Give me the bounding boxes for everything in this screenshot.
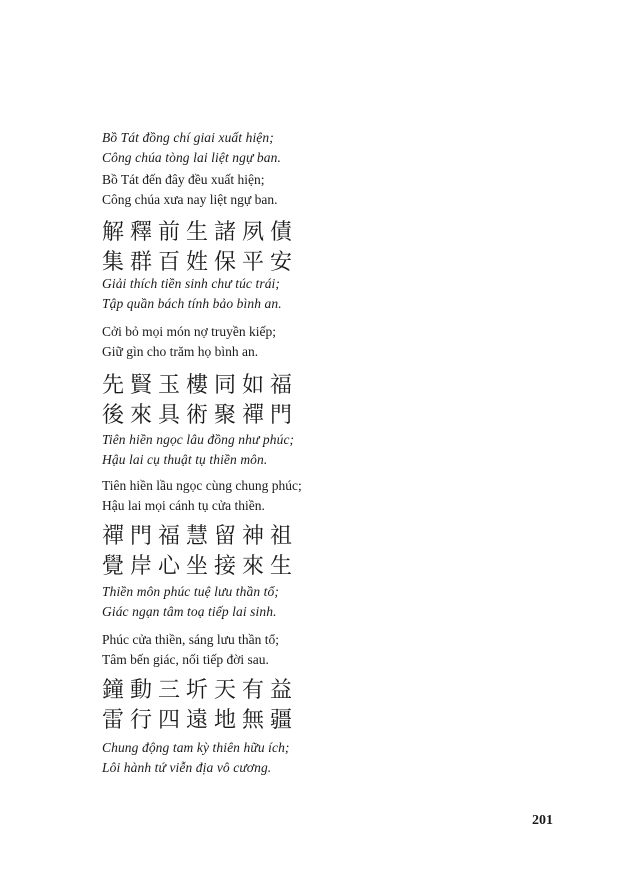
translit-line: Thiền môn phúc tuệ lưu thần tổ;: [102, 584, 279, 599]
translation-line: Giữ gìn cho trăm họ bình an.: [102, 344, 259, 359]
stanza-2-transliteration: [102, 274, 282, 314]
translation-line: Cởi bỏ mọi món nợ truyền kiếp;: [102, 324, 277, 339]
stanza-1-transliteration: [102, 128, 281, 168]
stanza-2-translation: [102, 322, 276, 362]
translit-line: Tiên hiền ngọc lâu đồng như phúc;: [102, 432, 295, 447]
translation-line: Hậu lai mọi cánh tụ cửa thiền.: [102, 498, 265, 513]
translit-line: Công chúa tòng lai liệt ngự ban.: [102, 150, 281, 165]
stanza-4-translation: [102, 630, 279, 670]
stanza-1-translation: [102, 170, 277, 210]
hanzi-line: 解釋前生諸夙債: [102, 220, 299, 245]
translation-line: Bồ Tát đến đây đều xuất hiện;: [102, 172, 265, 187]
translit-line: Bồ Tát đồng chí giai xuất hiện;: [102, 130, 274, 145]
stanza-3-transliteration: [102, 430, 294, 470]
translit-line: Lôi hành tứ viễn địa vô cương.: [102, 760, 272, 775]
translit-line: Hậu lai cụ thuật tụ thiền môn.: [102, 452, 268, 467]
stanza-2-chinese: [102, 218, 298, 278]
hanzi-line: 後來具術聚禪門: [102, 403, 299, 428]
stanza-3-translation: [102, 476, 302, 516]
page-number: 201: [532, 813, 553, 828]
stanza-5-chinese: [102, 676, 298, 736]
translit-line: Giải thích tiền sinh chư túc trái;: [102, 276, 280, 291]
hanzi-line: 鐘動三圻天有益: [102, 678, 299, 703]
translation-line: Tâm bến giác, nối tiếp đời sau.: [102, 652, 269, 667]
stanza-3-chinese: [102, 371, 298, 431]
translit-line: Giác ngạn tâm toạ tiếp lai sinh.: [102, 604, 277, 619]
translation-line: Phúc cửa thiền, sáng lưu thần tổ;: [102, 632, 279, 647]
hanzi-line: 集群百姓保平安: [102, 250, 299, 275]
stanza-4-chinese: [102, 522, 298, 582]
translation-line: Công chúa xưa nay liệt ngự ban.: [102, 192, 278, 207]
hanzi-line: 先賢玉樓同如福: [102, 373, 299, 398]
translit-line: Tập quần bách tính bảo bình an.: [102, 296, 282, 311]
hanzi-line: 禪門福慧留神祖: [102, 524, 299, 549]
hanzi-line: 雷行四遠地無疆: [102, 708, 299, 733]
stanza-4-transliteration: [102, 582, 279, 622]
hanzi-line: 覺岸心坐接來生: [102, 554, 299, 579]
stanza-5-transliteration: [102, 738, 290, 778]
translation-line: Tiên hiền lầu ngọc cùng chung phúc;: [102, 478, 302, 493]
translit-line: Chung động tam kỳ thiên hữu ích;: [102, 740, 290, 755]
